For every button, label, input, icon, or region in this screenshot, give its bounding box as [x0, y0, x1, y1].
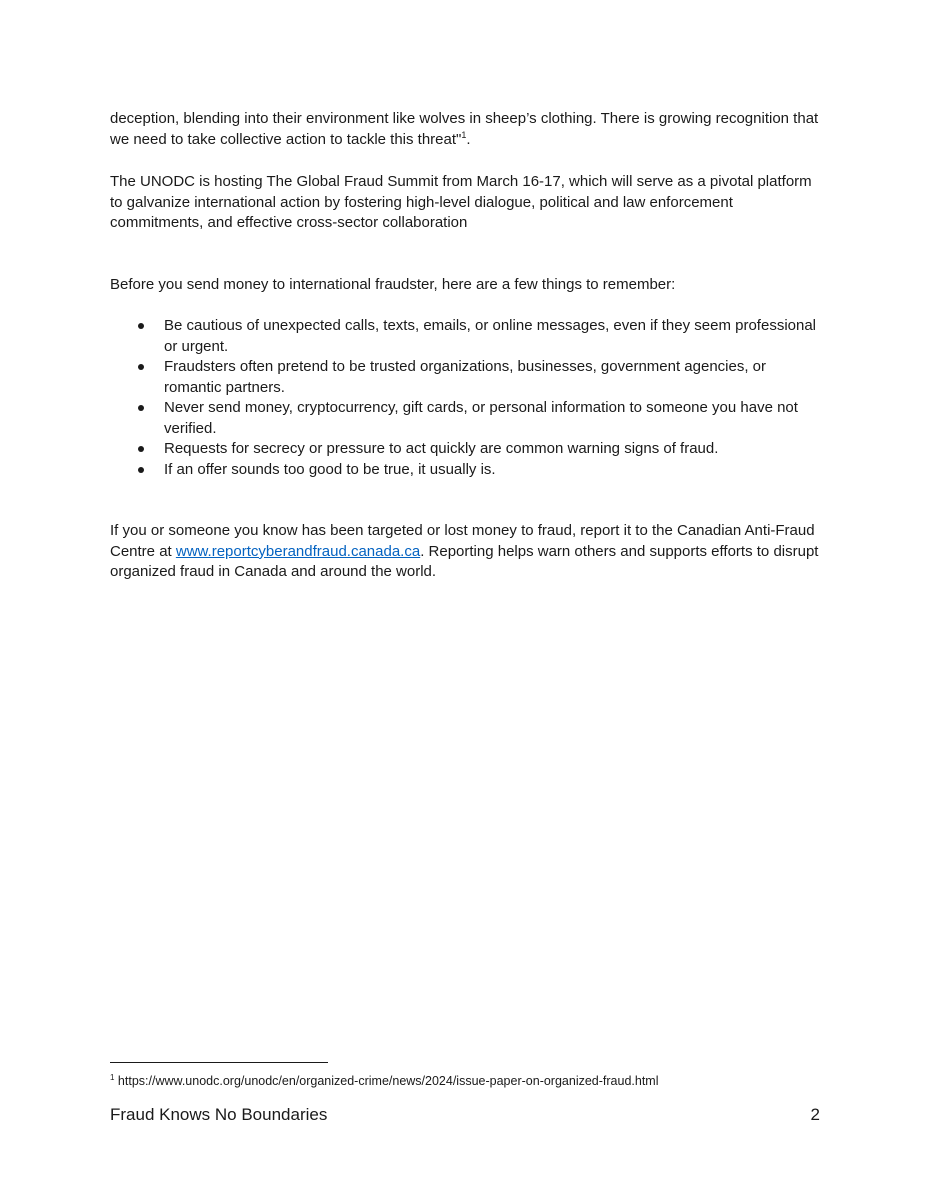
- footnote-reference[interactable]: 1: [461, 129, 467, 140]
- paragraph-report-fraud: [110, 521, 822, 583]
- list-item: [110, 357, 822, 398]
- paragraph-tips-intro: Before you send money to international fraudster, here are a few things to remember:: [110, 276, 676, 293]
- paragraph-text: deception, blending into their environment like wolves in sheep’s clothing. There is growing recognition that we need to take collective action to tackle this threat": [110, 110, 819, 148]
- paragraph-text: If you or someone you know has been targeted or lost money to fraud, report it to the Canadian Anti-Fraud Centre at: [110, 522, 815, 560]
- footer-title: Fraud Knows No Boundaries: [110, 1105, 328, 1124]
- list-item-text: Be cautious of unexpected calls, texts, emails, or online messages, even if they seem professional or urgent.: [164, 317, 817, 355]
- list-item-text: If an offer sounds too good to be true, it usually is.: [164, 460, 496, 478]
- page-number: 2: [810, 1105, 820, 1124]
- list-item-text: Never send money, cryptocurrency, gift cards, or personal information to someone you have not verified.: [164, 399, 798, 437]
- footnote-divider: [110, 1062, 328, 1063]
- paragraph-summit: The UNODC is hosting The Global Fraud Summit from March 16-17, which will serve as a pivotal platform to galvanize international action by fostering high-level dialogue, political and law enforcement commitments, and effective cross-sector collaboration: [110, 173, 812, 231]
- list-item: [110, 460, 822, 481]
- paragraph-text: . Reporting helps warn others and supports efforts to disrupt organized fraud in Canada and around the world.: [110, 542, 819, 580]
- paragraph-quote-continuation: [110, 109, 822, 150]
- footnote-text: https://www.unodc.org/unodc/en/organized-crime/news/2024/issue-paper-on-organized-fraud.html: [114, 1074, 659, 1088]
- bullet-icon: [138, 364, 144, 370]
- paragraph-tail: .: [466, 130, 471, 148]
- list-item: [110, 398, 822, 439]
- list-item: [110, 439, 822, 460]
- list-item-text: Requests for secrecy or pressure to act quickly are common warning signs of fraud.: [164, 440, 719, 457]
- list-item-text: Fraudsters often pretend to be trusted organizations, businesses, government agencies, or romantic partners.: [164, 358, 767, 396]
- tips-bullet-list: [110, 316, 822, 480]
- footnote-number: 1: [110, 1072, 115, 1082]
- list-item: [110, 316, 822, 357]
- bullet-icon: [138, 323, 144, 329]
- bullet-icon: [138, 467, 144, 473]
- bullet-icon: [138, 405, 144, 411]
- report-fraud-link[interactable]: www.reportcyberandfraud.canada.ca: [175, 542, 421, 560]
- footnote: [110, 1073, 822, 1089]
- bullet-icon: [138, 446, 144, 452]
